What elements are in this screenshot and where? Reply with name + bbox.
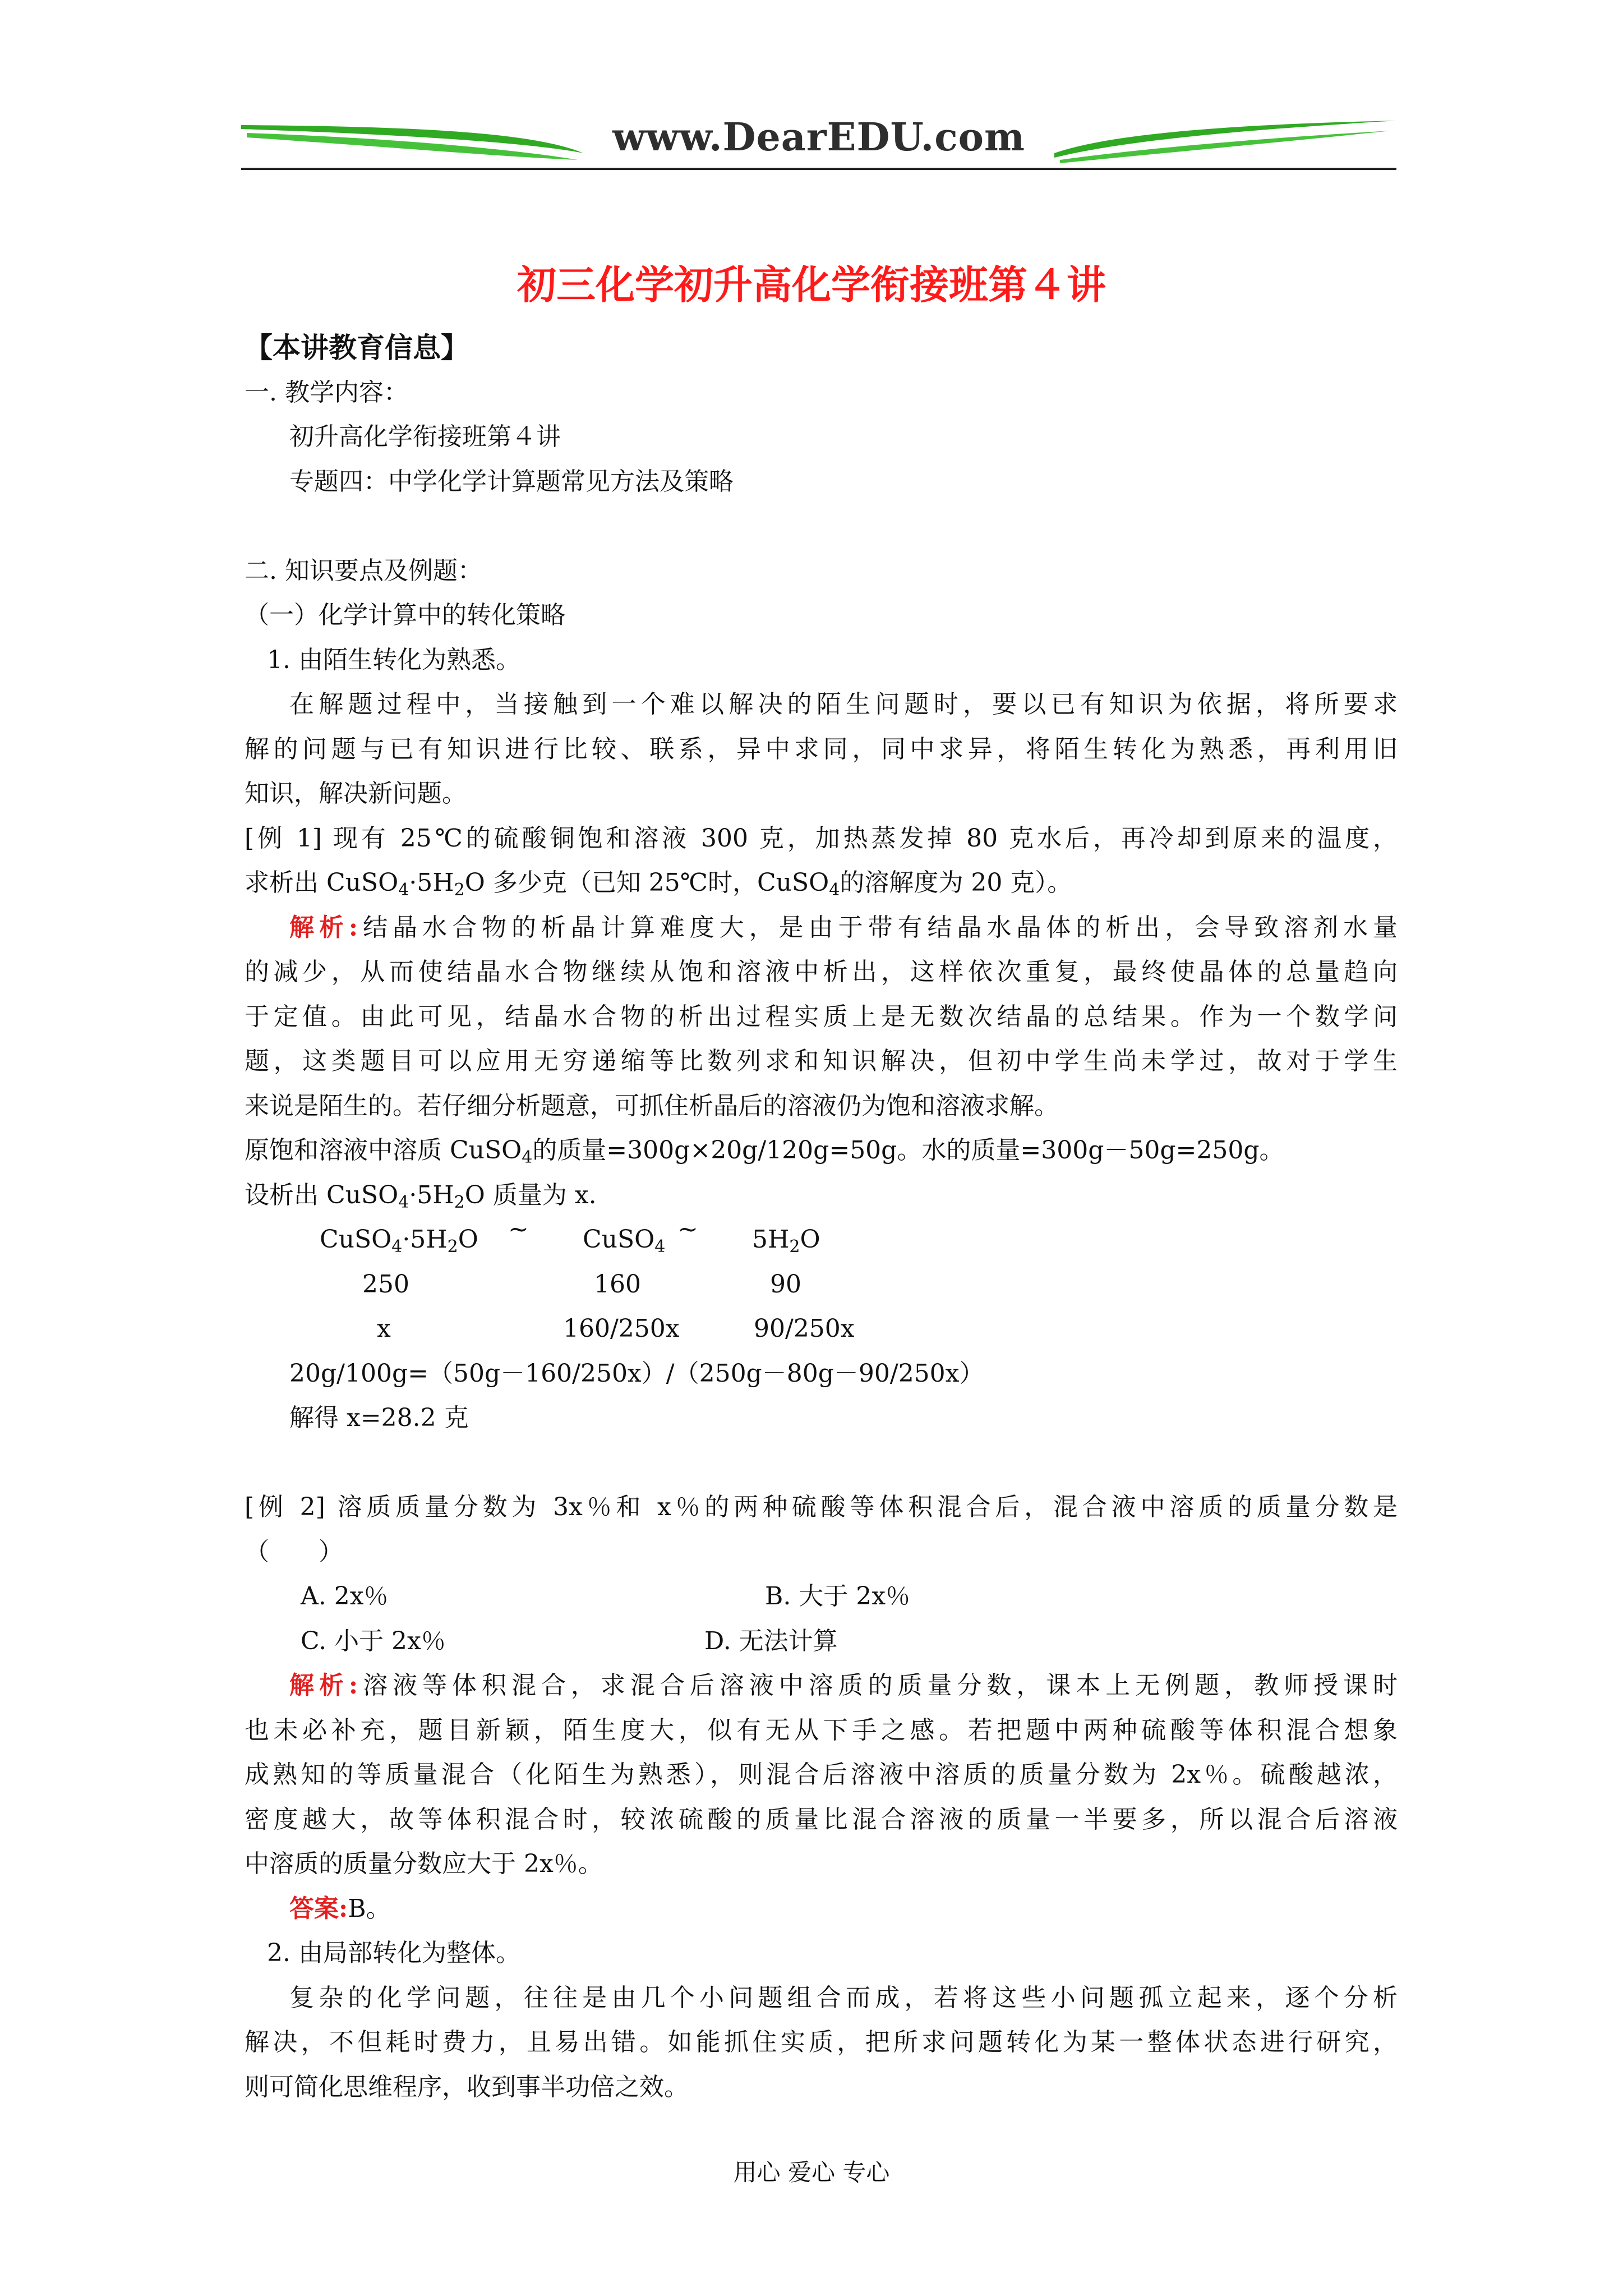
part1-heading: 一. 教学内容： (245, 378, 408, 407)
ex2-options-ab (245, 1574, 1398, 1619)
ex2-options-cd (245, 1619, 1398, 1664)
tbl-h3: $5H_2O$ (752, 1225, 820, 1257)
ex2-analysis-line1: 解析:溶液等体积混合，求混合后溶液中溶质的质量分数，课本上无例题，教师授课时 (289, 1671, 1398, 1700)
reaction-table-row1: 250 160 90 (362, 1269, 801, 1299)
ex2-analysis-line2: 也未必补充，题目新颖，陌生度大，似有无从下手之感。若把题中两种硫酸等体积混合想象 (245, 1715, 1398, 1745)
section-heading: 【本讲教育信息】 (245, 331, 469, 364)
p1-line3: 知识，解决新问题。 (245, 779, 467, 808)
ex1-analysis-line2: 的减少，从而使结晶水合物继续从饱和溶液中析出，这样依次重复，最终使晶体的总量趋向 (245, 958, 1398, 986)
ex1-calc-line2: 设析出 $CuSO_4\cdot 5H_2O$ 质量为 x. (245, 1180, 597, 1212)
ex1-analysis-line3: 于定值。由此可见，结晶水合物的析出过程实质上是无数次结晶的总结果。作为一个数学问 (245, 1002, 1398, 1031)
tbl-h2: CuSO$_4$ (583, 1225, 666, 1257)
page-footer: 用心 爱心 专心 (733, 2159, 890, 2186)
page-title: 初三化学初升高化学衔接班第４讲 (517, 261, 1106, 308)
point2-line1: 复杂的化学问题，往往是由几个小问题组合而成，若将这些小问题孤立起来，逐个分析 (289, 1983, 1398, 2012)
ex2-line2: （ ） (245, 1537, 343, 1566)
point1-heading: 1. 由陌生转化为熟悉。 (267, 645, 520, 674)
reaction-table-row2: x 160/250x 90/250x (377, 1314, 855, 1343)
analysis-label: 解析: (289, 913, 358, 942)
site-logo[interactable] (241, 104, 1396, 171)
ex1-analysis-line1: 解析:结晶水合物的析晶计算难度大，是由于带有结晶水晶体的析出，会导致溶剂水量 (289, 913, 1398, 942)
part1-line2: 专题四：中学化学计算题常见方法及策略 (289, 467, 734, 496)
ex2-line1: [例 2] 溶质质量分数为 3x％和 x％的两种硫酸等体积混合后，混合液中溶质的质量分数是 (245, 1493, 1398, 1521)
p1-line1: 在解题过程中，当接触到一个难以解决的陌生问题时，要以已有知识为依据，将所要求 (289, 690, 1398, 719)
ex2-analysis-line4: 密度越大，故等体积混合时，较浓硫酸的质量比混合溶液的质量一半要多，所以混合后溶液 (245, 1805, 1398, 1834)
analysis-label: 解析: (289, 1671, 358, 1700)
logo-text: www.DearEDU.com (612, 115, 1025, 160)
part1-line1: 初升高化学衔接班第４讲 (289, 422, 561, 451)
reaction-table-header (245, 1217, 1398, 1262)
part2-sub1: （一）化学计算中的转化策略 (245, 601, 565, 629)
option-b: B. 大于 2x％ (765, 1582, 911, 1611)
document-body (245, 325, 1398, 2109)
option-c: C. 小于 2x％ (301, 1626, 446, 1655)
ex2-analysis-line3: 成熟知的等质量混合（化陌生为熟悉），则混合后溶液中溶质的质量分数为 2x％。硫酸越浓， (245, 1760, 1398, 1789)
p1-line2: 解的问题与已有知识进行比较、联系，异中求同，同中求异，将陌生转化为熟悉，再利用旧 (245, 734, 1398, 763)
tilde-1: ~ (508, 1215, 529, 1244)
ex1-result: 解得 x=28.2 克 (289, 1404, 469, 1432)
point2-line2: 解决，不但耗时费力，且易出错。如能抓住实质，把所求问题转化为某一整体状态进行研究， (245, 2028, 1398, 2056)
tbl-h1: $CuSO_4\cdot 5H_2O$ (320, 1225, 478, 1257)
ex1-line2: 求析出 $CuSO_4\cdot 5H_2O$ 多少克（已知 25℃时，CuSO$_4$的溶解度为 20 克）。 (245, 868, 1072, 900)
ex1-line1: [例 1] 现有 25℃的硫酸铜饱和溶液 300 克，加热蒸发掉 80 克水后，再冷却到原来的温度， (245, 823, 1398, 853)
ex1-calc-line1: 原饱和溶液中溶质 CuSO$_4$的质量=300g×20g/120g=50g。水的质量=300g－50g=250g。 (245, 1136, 1284, 1167)
option-a: A. 2x％ (301, 1582, 389, 1611)
tilde-2: ~ (677, 1215, 698, 1244)
point2-heading: 2. 由局部转化为整体。 (267, 1939, 520, 1967)
ex2-analysis-line5: 中溶质的质量分数应大于 2x％。 (245, 1849, 603, 1878)
part2-heading: 二. 知识要点及例题： (245, 556, 482, 585)
answer-label: 答案: (289, 1894, 348, 1923)
point2-line3: 则可简化思维程序，收到事半功倍之效。 (245, 2072, 689, 2101)
option-d: D. 无法计算 (704, 1626, 838, 1655)
ex2-answer: 答案:B。 (289, 1894, 391, 1923)
ex1-analysis-line5: 来说是陌生的。若仔细分析题意，可抓住析晶后的溶液仍为饱和溶液求解。 (245, 1091, 1059, 1120)
ex1-equation: 20g/100g=（50g－160/250x）/（250g－80g－90/250x） (289, 1359, 984, 1388)
ex1-analysis-line4: 题，这类题目可以应用无穷递缩等比数列求和知识解决，但初中学生尚未学过，故对于学生 (245, 1047, 1398, 1075)
